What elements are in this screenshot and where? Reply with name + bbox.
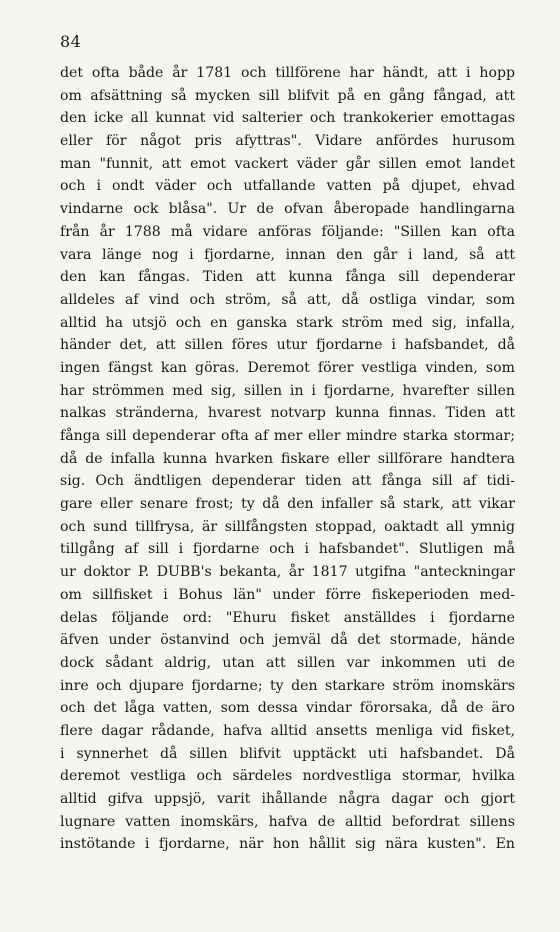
text-line: ur doktor P. DUBB's bekanta, år 1817 utgifna "anteckningar	[60, 564, 515, 581]
text-line: alldeles af vind och ström, så att, då ostliga vindar, som	[60, 291, 515, 308]
text-line: från år 1788 må vidare anföras följande: "Sillen kan ofta	[60, 223, 515, 240]
text-line: den icke all kunnat vid salterier och trankokerier emottagas	[60, 110, 515, 127]
text-line: äfven under östanvind och jemväl då det stormade, hände	[60, 632, 515, 649]
text-line: vindarne ock blåsa". Ur de ofvan åberopade handlingarna	[60, 201, 515, 218]
text-line: den kan fångas. Tiden att kunna fånga sill dependerar	[60, 269, 515, 286]
text-line: tillgång af sill i fjordarne och i hafsbandet". Slutligen må	[60, 541, 515, 558]
text-line: ingen fängst kan göras. Deremot förer vestliga vinden, som	[60, 359, 515, 376]
text-line: gare eller senare frost; ty då den infaller så stark, att vikar	[60, 496, 515, 513]
text-line: sig. Och ändtligen dependerar tiden att fånga sill af tidi-	[60, 473, 515, 490]
text-line: har strömmen med sig, sillen in i fjordarne, hvarefter sillen	[60, 382, 515, 399]
text-line: flere dagar rådande, hafva alltid ansetts menliga vid fisket,	[60, 722, 515, 739]
text-line: och i ondt väder och utfallande vatten på djupet, ehvad	[60, 178, 515, 195]
text-line: och det låga vatten, som dessa vindar förorsaka, då de äro	[60, 700, 515, 717]
text-line: och sund tillfrysa, är sillfångsten stoppad, oaktadt all ymnig	[60, 518, 515, 535]
text-line: inre och djupare fjordarne; ty den starkare ström inomskärs	[60, 677, 515, 694]
text-line: man "funnit, att emot vackert väder går sillen emot landet	[60, 155, 515, 172]
text-line: händer det, att sillen föres utur fjordarne i hafsbandet, då	[60, 337, 515, 354]
text-line: i synnerhet då sillen blifvit upptäckt uti hafsbandet. Då	[60, 745, 515, 762]
text-line: eller för något pris afyttras". Vidare anfördes hurusom	[60, 133, 515, 150]
page-number: 84	[60, 32, 82, 51]
text-line: lugnare vatten inomskärs, hafva de alltid befordrat sillens	[60, 813, 515, 830]
text-line: instötande i fjordarne, när hon hållit sig nära kusten". En	[60, 836, 515, 853]
text-line: nalkas stränderna, hvarest notvarp kunna finnas. Tiden att	[60, 405, 515, 422]
body-text	[60, 62, 515, 856]
text-line: dock sådant aldrig, utan att sillen var inkommen uti de	[60, 654, 515, 671]
text-line: alltid gifva uppsjö, varit ihållande några dagar och gjort	[60, 791, 515, 807]
text-line: fånga sill dependerar ofta af mer eller mindre starka stormar;	[60, 428, 515, 444]
text-line: om sillfisket i Bohus län" under förre fiskeperioden med-	[60, 586, 515, 603]
text-line: delas följande ord: "Ehuru fisket anställdes i fjordarne	[60, 609, 515, 626]
text-line: om afsättning så mycken sill blifvit på en gång fångad, att	[60, 87, 515, 104]
text-line: deremot vestliga och särdeles nordvestliga stormar, hvilka	[60, 768, 515, 785]
text-line: alltid ha utsjö och en ganska stark ström med sig, infalla,	[60, 314, 515, 331]
text-line: då de infalla kunna hvarken fiskare eller sillförare handtera	[60, 450, 515, 467]
text-line: det ofta både år 1781 och tillförene har händt, att i hopp	[60, 65, 515, 81]
text-line: vara länge nog i fjordarne, innan den går i land, så att	[60, 246, 515, 263]
